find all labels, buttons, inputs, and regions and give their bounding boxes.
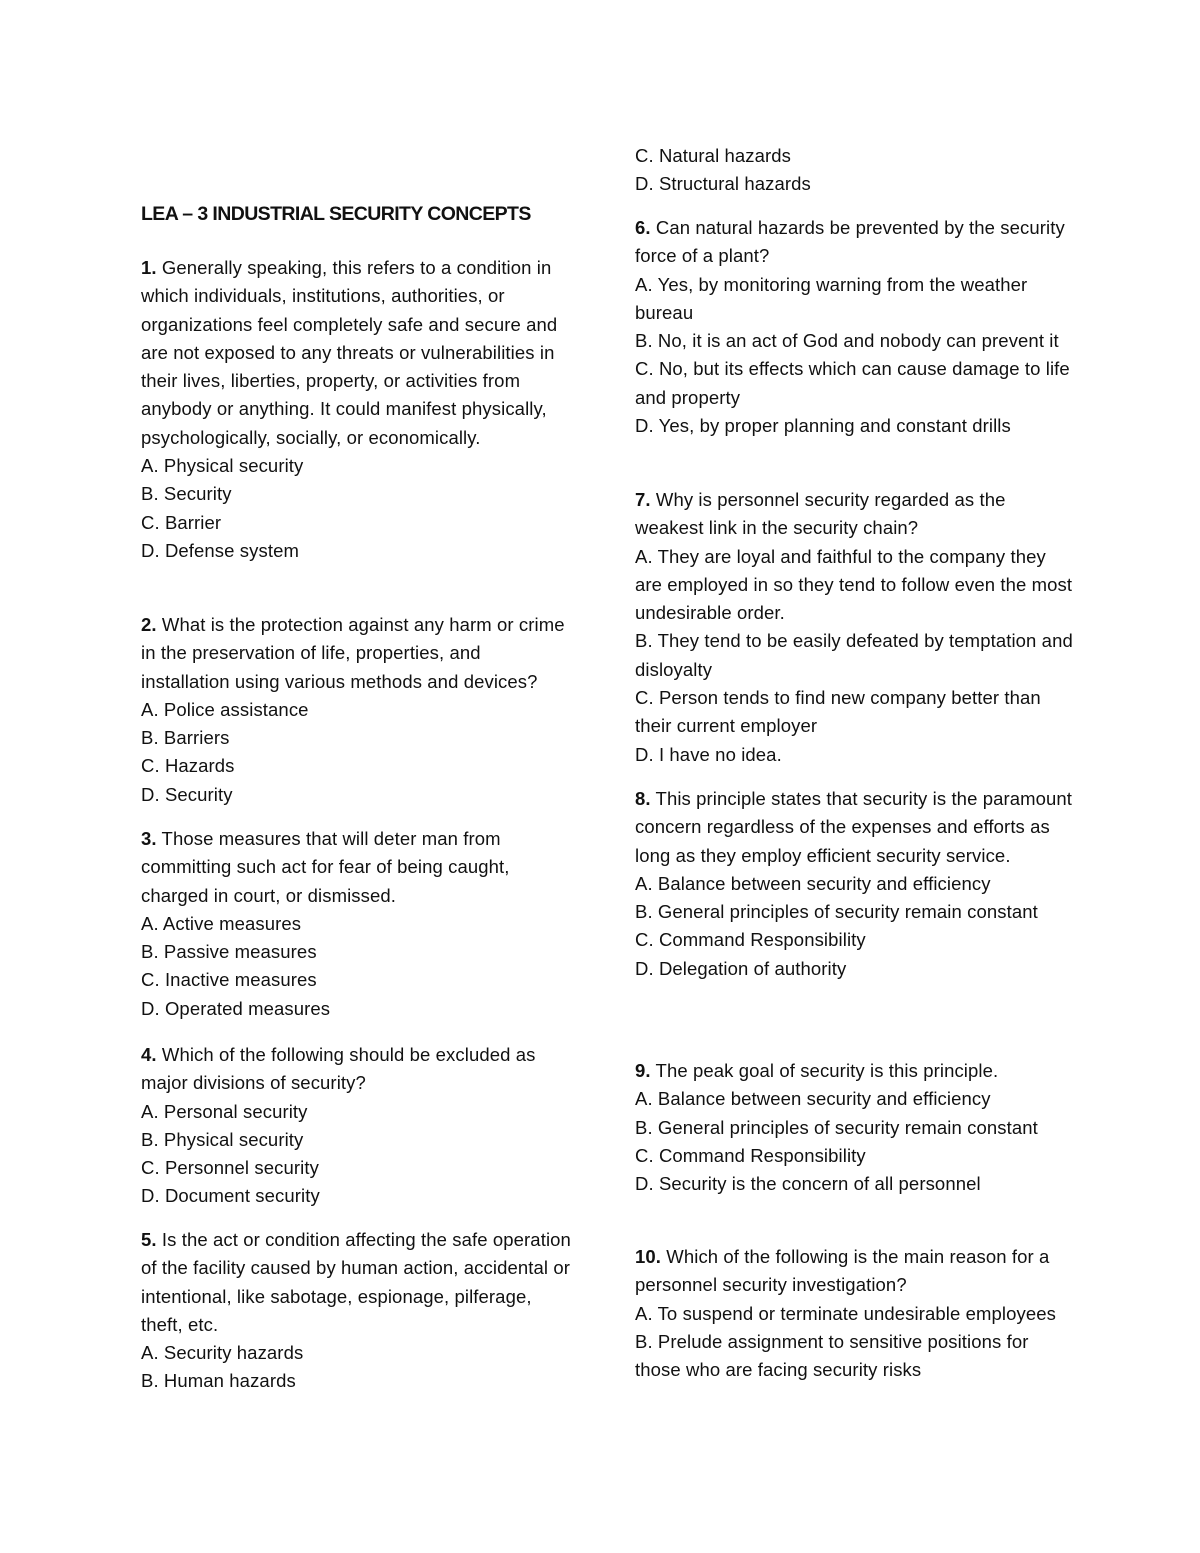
answer-option: C. Barrier (141, 511, 222, 533)
answer-option: B. No, it is an act of God and nobody can prevent it (635, 330, 1059, 352)
question-number: 10. (635, 1246, 662, 1267)
question-6 (635, 214, 1075, 440)
answer-option: A. Yes, by monitoring warning from the weather bureau (635, 273, 1028, 323)
question-text (635, 1057, 1075, 1085)
question-number: 2. (141, 614, 157, 635)
question-body: Which of the following should be excluded as major divisions of security? (141, 1044, 536, 1094)
answer-option: B. Prelude assignment to sensitive positions for those who are facing security risks (635, 1330, 1029, 1381)
question-7 (635, 486, 1075, 769)
answer-option: C. No, but its effects which can cause damage to life and property (635, 358, 1070, 408)
question-8 (635, 785, 1075, 983)
answer-option: C. Hazards (141, 755, 235, 777)
question-text (141, 254, 573, 452)
answer-option: D. Structural hazards (635, 173, 811, 195)
answer-option: D. Delegation of authority (635, 957, 847, 979)
question-5 (141, 1226, 573, 1396)
question-body: What is the protection against any harm or crime in the preservation of life, properties, and installation using various methods and devices? (141, 614, 565, 692)
question-10 (635, 1243, 1075, 1384)
question-body: Why is personnel security regarded as the weakest link in the security chain? (635, 489, 1006, 539)
answer-option: C. Personnel security (141, 1157, 319, 1179)
question-body: Can natural hazards be prevented by the security force of a plant? (635, 217, 1065, 267)
answer-option: B. Barriers (141, 727, 230, 749)
answer-option: D. Defense system (141, 539, 299, 561)
answer-option: B. Physical security (141, 1128, 304, 1150)
answer-option: B. Security (141, 483, 232, 505)
answer-option: C. Person tends to find new company better than their current employer (635, 687, 1041, 737)
question-number: 5. (141, 1229, 157, 1250)
question-text (141, 1041, 573, 1098)
question-4 (141, 1041, 573, 1211)
question-body: This principle states that security is the paramount concern regardless of the expenses and efforts as long as they employ efficient security service. (635, 788, 1073, 866)
question-1 (141, 254, 573, 565)
answer-option: D. Operated measures (141, 997, 331, 1019)
answer-option: C. Natural hazards (635, 145, 792, 166)
question-body: Is the act or condition affecting the safe operation of the facility caused by human action, accidental or intentional, like sabotage, espionage, pilferage, theft, etc. (141, 1229, 571, 1335)
document-title: LEA – 3 INDUSTRIAL SECURITY CONCEPTS (141, 203, 531, 225)
question-3 (141, 825, 573, 1023)
question-text (635, 214, 1075, 271)
question-number: 1. (141, 257, 157, 278)
question-number: 7. (635, 489, 651, 510)
answer-option: D. Document security (141, 1185, 320, 1207)
answer-option: A. Personal security (141, 1100, 308, 1122)
answer-option: B. General principles of security remain constant (635, 901, 1038, 923)
question-text (635, 785, 1075, 870)
question-number: 8. (635, 788, 651, 809)
answer-option: B. Passive measures (141, 941, 317, 963)
answer-option: A. Physical security (141, 455, 304, 477)
question-number: 3. (141, 828, 157, 849)
question-text (635, 1243, 1075, 1300)
question-text (141, 825, 573, 910)
question-number: 4. (141, 1044, 157, 1065)
answer-option: B. Human hazards (141, 1370, 296, 1392)
answer-option: A. Active measures (141, 912, 302, 934)
answer-option: D. Yes, by proper planning and constant drills (635, 415, 1011, 437)
answer-option: A. They are loyal and faithful to the company they are employed in so they tend to follow even the most undesirable order. (635, 545, 1073, 624)
answer-option: D. I have no idea. (635, 743, 782, 765)
answer-option: D. Security (141, 783, 233, 805)
answer-option: C. Inactive measures (141, 969, 317, 991)
question-9 (635, 1057, 1075, 1198)
question-body: The peak goal of security is this principle. (655, 1060, 999, 1081)
question-number: 9. (635, 1060, 651, 1081)
answer-option: A. Balance between security and efficiency (635, 872, 991, 894)
question-number: 6. (635, 217, 651, 238)
question-body: Generally speaking, this refers to a condition in which individuals, institutions, authorities, or organizations feel completely safe and secure and are not exposed to any threats or vulnerabilities in their lives, liberties, property, or activities from anybody or anything. It could manifest physically, psychologically, socially, or economically. (141, 257, 558, 448)
answer-option: A. Balance between security and efficiency (635, 1088, 991, 1110)
answer-option: D. Security is the concern of all personnel (635, 1173, 981, 1195)
question-5-continued (635, 142, 1075, 199)
answer-option: C. Command Responsibility (635, 1144, 866, 1166)
answer-option: A. Security hazards (141, 1342, 304, 1364)
answer-option: B. They tend to be easily defeated by temptation and disloyalty (635, 630, 1073, 680)
question-body: Which of the following is the main reason for a personnel security investigation? (635, 1246, 1050, 1296)
question-text (141, 1226, 573, 1339)
question-text (141, 611, 573, 696)
answer-option: B. General principles of security remain constant (635, 1116, 1038, 1138)
question-body: Those measures that will deter man from committing such act for fear of being caught, charged in court, or dismissed. (141, 828, 510, 906)
question-text (635, 486, 1075, 543)
answer-option: A. Police assistance (141, 698, 309, 720)
question-2 (141, 611, 573, 809)
answer-option: C. Command Responsibility (635, 929, 866, 951)
answer-option: A. To suspend or terminate undesirable employees (635, 1302, 1056, 1324)
